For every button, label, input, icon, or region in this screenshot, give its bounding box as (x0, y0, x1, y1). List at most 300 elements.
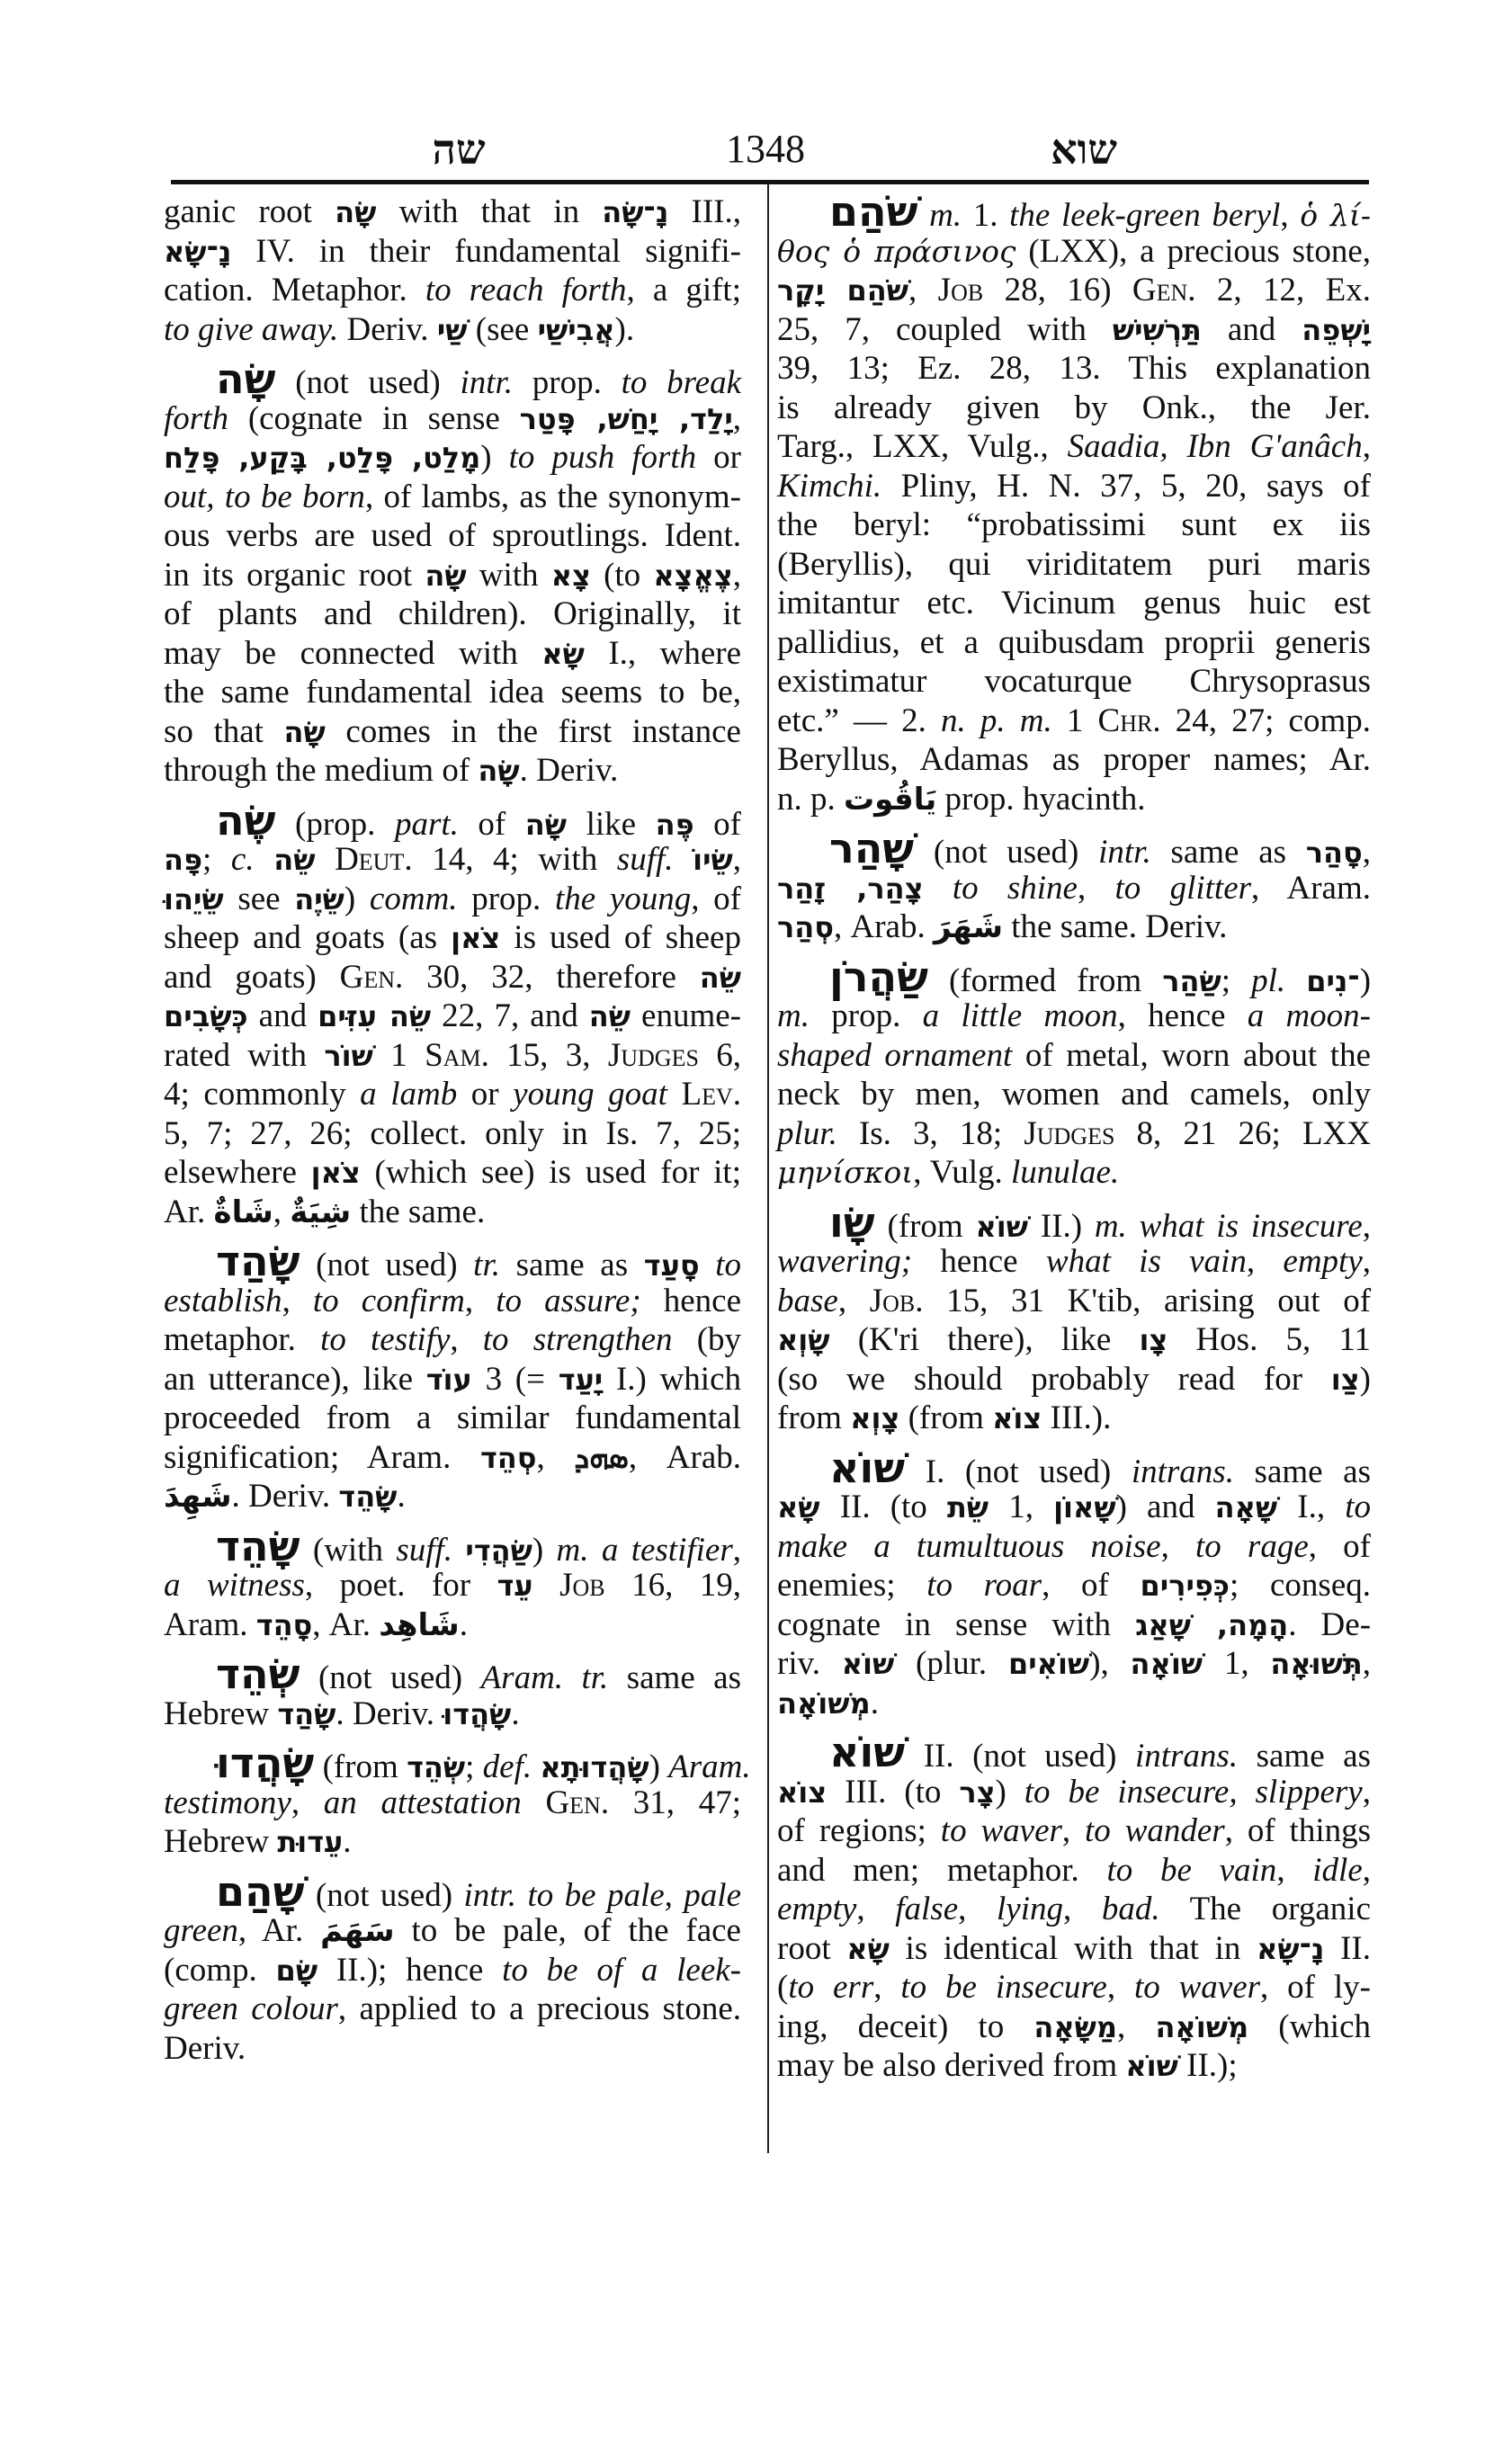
italic-text: the leek-green beryl (1009, 197, 1281, 234)
italic-text: empty (1283, 1243, 1363, 1280)
italic-text: lunulae. (1010, 1154, 1120, 1191)
text: II.); (1177, 2047, 1238, 2084)
text: IV. in their fundamental signifi- (231, 232, 741, 270)
entry-line (777, 824, 1371, 872)
hebrew-word: צָו (1139, 1323, 1168, 1357)
text (918, 197, 930, 234)
text: II. (to (819, 1489, 947, 1525)
dictionary-entry (777, 824, 1371, 947)
entry-line (164, 1036, 741, 1076)
entry-line (777, 1929, 1371, 1969)
italic-text: intrans. (1134, 1738, 1239, 1775)
headword: שָׂהֵד (216, 1521, 300, 1570)
italic-text: to assure; (496, 1282, 641, 1319)
entry-line (777, 740, 1371, 780)
hebrew-word: סָהַר (1305, 836, 1363, 870)
text: of (458, 805, 525, 843)
dictionary-entry (164, 354, 742, 791)
entry-line (777, 584, 1371, 623)
italic-text: out, to be born (164, 478, 365, 515)
italic-text: c. (230, 841, 255, 878)
text: existimatur vocaturque Chrysoprasus (777, 663, 1371, 700)
text: (see (467, 310, 538, 348)
hebrew-word: שֵׂיֶה (294, 881, 344, 917)
entry-line (777, 1773, 1371, 1812)
italic-text: plur. (777, 1114, 837, 1152)
text: ; conseq. (1230, 1567, 1371, 1604)
hebrew-word: הָמָה, שָׁאַג (1135, 1607, 1289, 1642)
entry-line (777, 997, 1371, 1036)
entry-line (164, 1566, 741, 1605)
text (255, 841, 274, 878)
entry-line (777, 1890, 1371, 1929)
entry-line (777, 1360, 1371, 1399)
hebrew-word: צָר (959, 1775, 996, 1810)
running-head-left-guide-word: שה (432, 125, 486, 174)
italic-text: lying (997, 1891, 1063, 1927)
text: (plur. (894, 1645, 1008, 1682)
text: prop. hyacinth. (936, 780, 1146, 818)
hebrew-word: צֹאן (310, 1156, 361, 1190)
entry-line (164, 399, 741, 439)
text: , (1061, 1812, 1086, 1849)
text: same as (500, 1247, 644, 1283)
text: to be pale, of the face (394, 1912, 741, 1949)
text: 1 (372, 1036, 425, 1074)
text: , (856, 1891, 896, 1927)
text: , of (1042, 1567, 1141, 1604)
italic-text: to reach forth (425, 272, 627, 308)
text: , of (691, 880, 742, 917)
hebrew-word: שְׂהֵד (407, 1750, 466, 1784)
page-number: 1348 (726, 127, 805, 171)
text: (to (590, 556, 654, 594)
hebrew-word: צַו (1330, 1362, 1360, 1397)
text: cation. Metaphor. (164, 272, 425, 308)
text: Hebrew (164, 1823, 278, 1860)
text: (not used) (300, 1659, 481, 1696)
entry-line (777, 1644, 1371, 1684)
entry-line (777, 389, 1371, 428)
headword: שָׂהֲדוּ (216, 1739, 315, 1787)
text: , (1077, 869, 1115, 907)
text: , (291, 1784, 324, 1821)
text: prop. (513, 364, 622, 401)
hebrew-word: שָׂהֲדוּ (443, 1696, 512, 1731)
entry-line (164, 1822, 741, 1862)
text (674, 841, 693, 878)
entry-line (777, 427, 1371, 467)
text: may be connected with (164, 634, 542, 672)
text: and (1201, 310, 1302, 348)
entry-line (777, 467, 1371, 506)
italic-text: to give away. (164, 310, 339, 348)
text: I.) which (603, 1360, 741, 1398)
text: , Arab. (834, 908, 934, 945)
hebrew-word: שַׂהַר (1162, 963, 1221, 998)
text: (LXX), a precious stone, (1015, 232, 1371, 270)
entry-line (164, 1438, 741, 1478)
hebrew-word: שָׂא (541, 636, 585, 671)
entry-line (777, 2046, 1371, 2086)
italic-text: to testify (320, 1321, 451, 1358)
headword: שַׂהֲרֹן (829, 952, 928, 1001)
headword: שָׁהַם (216, 1866, 305, 1916)
text: , (1362, 1773, 1371, 1811)
hebrew-word: סְהַר (777, 910, 834, 944)
running-head-right-guide-word: שוא (1051, 125, 1117, 174)
italic-text: make a tumultuous noise (777, 1527, 1161, 1565)
entry-line (164, 1990, 741, 2029)
text: , (873, 1969, 901, 2006)
text: 39, 13; Ez. 28, 13. This explanation (777, 350, 1371, 387)
text: , applied to a precious stone. (337, 1990, 741, 2027)
hebrew-word: תְּשׁוּאָה (1270, 1647, 1363, 1681)
hebrew-word: שַׁי (436, 312, 468, 347)
text: (from (899, 1399, 993, 1436)
hebrew-word: שׁוֹא (841, 1647, 895, 1681)
hebrew-word: שָׂא (846, 1931, 890, 1966)
text: 3 (= (471, 1360, 559, 1398)
italic-text: to glitter (1114, 869, 1252, 907)
text: Deriv. (338, 310, 437, 348)
dictionary-entry (777, 1197, 1372, 1438)
dictionary-entry (164, 1521, 741, 1645)
text: I. (not used) (905, 1453, 1132, 1490)
italic-text: m. (777, 997, 810, 1034)
entry-line (164, 1477, 741, 1516)
text: prop. (457, 880, 555, 917)
arabic-word: شِيَةٌ (290, 1194, 352, 1230)
text: 1, (1203, 1645, 1271, 1682)
text: 5, 7; 27, 26; collect. only in Is. 7, 25; (164, 1114, 741, 1152)
hebrew-word: עוֹד (425, 1362, 472, 1397)
text: Is. 3, 18; (837, 1114, 1024, 1152)
text: the same. Deriv. (1003, 908, 1228, 945)
entry-line (777, 1242, 1371, 1282)
hebrew-word: שֵׂה (273, 843, 316, 877)
text: ) (1359, 1360, 1371, 1398)
italic-text: young goat (513, 1076, 667, 1113)
hebrew-word: שֵׂיוֹ (693, 843, 733, 877)
arabic-word: ܣܗܕ (574, 1439, 629, 1476)
italic-text: an attestation (323, 1784, 522, 1821)
entry-line (777, 1320, 1371, 1360)
dictionary-entry (164, 795, 742, 1232)
italic-text: to be vain (1106, 1851, 1277, 1889)
text: ), (1089, 1645, 1131, 1682)
italic-text: to confirm (312, 1282, 465, 1319)
entry-line (164, 1605, 741, 1645)
text: (not used) (275, 364, 461, 401)
hebrew-word: עֵדוּת (277, 1825, 344, 1859)
entry-line (164, 1075, 741, 1114)
text: , Ar. (312, 1605, 380, 1643)
text: , (1246, 1243, 1284, 1280)
arabic-word: شَاهِد (379, 1606, 460, 1643)
text (452, 1532, 465, 1569)
headword: שׁוֹא (829, 1728, 906, 1776)
entry-line (777, 1075, 1371, 1114)
text: Aram. (164, 1605, 256, 1643)
text: like (567, 805, 656, 843)
text: n. p. (777, 780, 844, 818)
text: , Arab. (628, 1438, 742, 1476)
text: in its organic root (164, 556, 425, 594)
text: , (1280, 197, 1301, 234)
text: Targ., LXX, Vulg., (777, 428, 1068, 465)
text: ) and (1115, 1489, 1215, 1525)
text: ) (480, 439, 509, 476)
italic-text: to roar (926, 1567, 1042, 1604)
hebrew-word: יָשְׁפֵה (1302, 312, 1371, 347)
greek-text: μηνίσκοι (777, 1155, 914, 1190)
hebrew-word: שָׂה (478, 754, 520, 788)
text: , (1062, 1891, 1102, 1927)
text: hence (912, 1243, 1046, 1280)
book-reference: Gen. (339, 958, 404, 996)
text: II.); hence (318, 1951, 503, 1989)
text: through the medium of (164, 752, 479, 789)
text: of metal, worn about the (1012, 1036, 1371, 1074)
text: or (457, 1076, 514, 1113)
entry-line (164, 1360, 741, 1399)
entry-line (777, 662, 1371, 702)
text: 6, (698, 1036, 742, 1074)
text: , poet. for (304, 1567, 497, 1604)
hebrew-word: פֶּה (655, 807, 694, 842)
hebrew-word: צָוְא (850, 1401, 900, 1435)
text: (not used) (304, 1876, 464, 1914)
text: . De- (1288, 1605, 1372, 1643)
italic-text: to push forth (508, 439, 697, 476)
text: (not used) (914, 834, 1099, 871)
text: , of things (1224, 1812, 1372, 1849)
entry-line (777, 187, 1372, 236)
hebrew-word: צָהַר, זָהַר (777, 871, 924, 906)
text: so that (164, 712, 284, 750)
italic-text: a witness (164, 1567, 305, 1604)
italic-text: to waver (940, 1812, 1062, 1849)
italic-text: def. (482, 1748, 532, 1785)
headword: שְׂהֵד (216, 1650, 300, 1698)
text: Hos. 5, 11 (1168, 1321, 1371, 1358)
text: and (247, 997, 318, 1034)
text: II. (not used) (905, 1738, 1135, 1775)
text: (so we should probably read for (777, 1360, 1331, 1398)
italic-text: m. what is insecure (1094, 1207, 1363, 1245)
text: (from (874, 1207, 976, 1245)
text: , Ar. (237, 1912, 321, 1949)
text: ; (465, 1748, 483, 1785)
entry-line (164, 1911, 741, 1951)
entry-line (777, 1443, 1371, 1492)
entry-line (164, 1237, 741, 1285)
text: sheep and goats (as (164, 919, 452, 956)
entry-line (164, 2029, 741, 2069)
italic-text: empty (777, 1891, 857, 1927)
dictionary-entry (164, 1650, 741, 1733)
hebrew-word: שֵׂה עִזִּים (318, 999, 432, 1033)
text (533, 1567, 559, 1604)
entry-line (777, 232, 1371, 272)
hebrew-word: שֵׂה (588, 999, 631, 1033)
text: the beryl: “probatissimi sunt ex iis (777, 506, 1371, 543)
headword: שָׂה (216, 354, 276, 403)
text: , (732, 1531, 741, 1569)
entry-line (164, 354, 741, 403)
headword: שֹׁהַם (829, 187, 918, 236)
text: , (732, 399, 742, 437)
text: III.). (1042, 1399, 1112, 1436)
text: ous verbs are used of sproutlings. Ident. (164, 517, 741, 554)
entry-line (164, 958, 741, 997)
text: hence (640, 1282, 742, 1319)
hebrew-word: סָהֵד (255, 1607, 313, 1642)
hebrew-word: שָׂא (777, 1490, 820, 1525)
hebrew-word: מְשׁוֹאָה (1155, 2009, 1249, 2044)
entry-line (777, 1684, 1371, 1723)
text: , (1160, 1527, 1195, 1565)
entry-line (777, 1566, 1371, 1605)
text: . (343, 1823, 352, 1860)
entry-line (164, 997, 741, 1036)
text: 15, 3, (488, 1036, 608, 1074)
italic-text: to shine (952, 869, 1078, 907)
text: . Deriv. (231, 1478, 339, 1515)
text: of regions; (777, 1812, 941, 1849)
hebrew-word: מְשׁוֹאָה (777, 1685, 871, 1721)
entry-line (777, 908, 1371, 947)
text: , (282, 1282, 313, 1319)
text: , (1362, 428, 1371, 465)
hebrew-word: אֲבִישַׁי (537, 312, 615, 347)
italic-text: m. a testifier (556, 1531, 733, 1569)
text: Deriv. (164, 2029, 246, 2067)
text: proceeded from a similar fundamental (164, 1399, 741, 1436)
text: or (696, 439, 741, 476)
text: (from (314, 1748, 407, 1785)
text: may be also derived from (777, 2047, 1126, 2084)
text: 16, 19, (604, 1567, 741, 1604)
hebrew-word: שָׂהֲדוּתָא (540, 1750, 649, 1784)
right-column (777, 187, 1372, 2097)
text: ) (649, 1748, 669, 1785)
italic-text: a lamb (360, 1076, 458, 1113)
hebrew-word: שֹׁהַם יָקָר (777, 273, 909, 308)
text: ; (202, 841, 231, 878)
hebrew-word: שׁוֹא (975, 1209, 1029, 1244)
entry-line (164, 880, 741, 919)
text: an utterance), like (164, 1360, 426, 1398)
text: 1, (989, 1489, 1054, 1525)
italic-text: Aram. tr. (480, 1659, 609, 1696)
italic-text: base (777, 1282, 838, 1319)
hebrew-word: פָּה (164, 843, 203, 877)
text: 25, 7, coupled with (777, 310, 1113, 348)
italic-text: bad. (1101, 1891, 1160, 1927)
text (532, 1748, 540, 1785)
entry-line (777, 1488, 1371, 1527)
headword: שָׁהַר (829, 824, 915, 872)
entry-line (777, 2007, 1371, 2047)
greek-text: ὁ λί- (1300, 198, 1372, 233)
entry-line (777, 1728, 1371, 1776)
entry-line (777, 1282, 1371, 1321)
book-reference: Chr. (1097, 702, 1161, 739)
italic-text: to strengthen (482, 1321, 673, 1358)
entry-line (777, 1153, 1371, 1193)
italic-text: suff. (616, 841, 674, 878)
text: ganic root (164, 193, 336, 230)
hebrew-word: סָעַד (643, 1248, 700, 1283)
text: neck by men, women and camels, only (777, 1076, 1371, 1113)
text: with that in (376, 193, 603, 230)
entry-line (164, 556, 741, 595)
italic-text: tr. (473, 1247, 500, 1283)
hebrew-word: צָא (550, 558, 591, 593)
text: root (777, 1929, 847, 1967)
entry-line (777, 271, 1371, 310)
entry-line (164, 1694, 741, 1734)
italic-text: to (715, 1247, 741, 1283)
dictionary-entry (164, 1866, 741, 2069)
italic-text: idle (1312, 1851, 1363, 1889)
hebrew-word: יָלַד, יָחַשׁ, פָּטַר (519, 401, 733, 436)
dictionary-entry (164, 1739, 751, 1862)
text: , (273, 1193, 291, 1230)
entry-line (164, 192, 741, 232)
text: , (1106, 1969, 1134, 2006)
column-divider (767, 183, 769, 2153)
hebrew-word: שָׂוְא (777, 1323, 830, 1357)
text: I., where (584, 634, 741, 672)
entry-line (777, 702, 1371, 741)
entry-line (164, 310, 741, 350)
hebrew-word: שָׂה (425, 558, 467, 593)
text: , (1362, 834, 1371, 871)
dictionary-entry (164, 1237, 742, 1516)
hebrew-word: שֵׂיֵהוּ (164, 881, 224, 917)
text: ) (1359, 961, 1372, 999)
text: is identical with that in (889, 1929, 1257, 1967)
text: and goats) (164, 958, 340, 996)
text: , (732, 556, 741, 594)
text: the same fundamental idea seems to be, (164, 674, 741, 711)
left-column (164, 192, 751, 2079)
arabic-word: يَاقُوت (844, 781, 937, 818)
text: (which (1248, 2007, 1371, 2045)
dictionary-entry (777, 1443, 1372, 1723)
entry-line (777, 1114, 1371, 1154)
text: , of lambs, as the synonym- (364, 478, 741, 515)
entry-line (164, 1866, 741, 1916)
text (522, 1784, 546, 1821)
hebrew-word: שָׁאוֹן (1053, 1490, 1116, 1525)
dictionary-entry (777, 1728, 1372, 2086)
italic-text: to wander (1085, 1812, 1225, 1849)
entry-line (164, 595, 741, 634)
text: 31, 47; (609, 1784, 742, 1821)
italic-text: intr. to be pale, pale (463, 1876, 741, 1914)
italic-text: pl. (1251, 961, 1286, 999)
entry-line (164, 478, 741, 517)
text: , (450, 1321, 483, 1358)
text: . (397, 1478, 406, 1515)
text: (with (300, 1531, 397, 1569)
text: (by (672, 1321, 742, 1358)
hebrew-word: צוֹא (992, 1401, 1042, 1435)
